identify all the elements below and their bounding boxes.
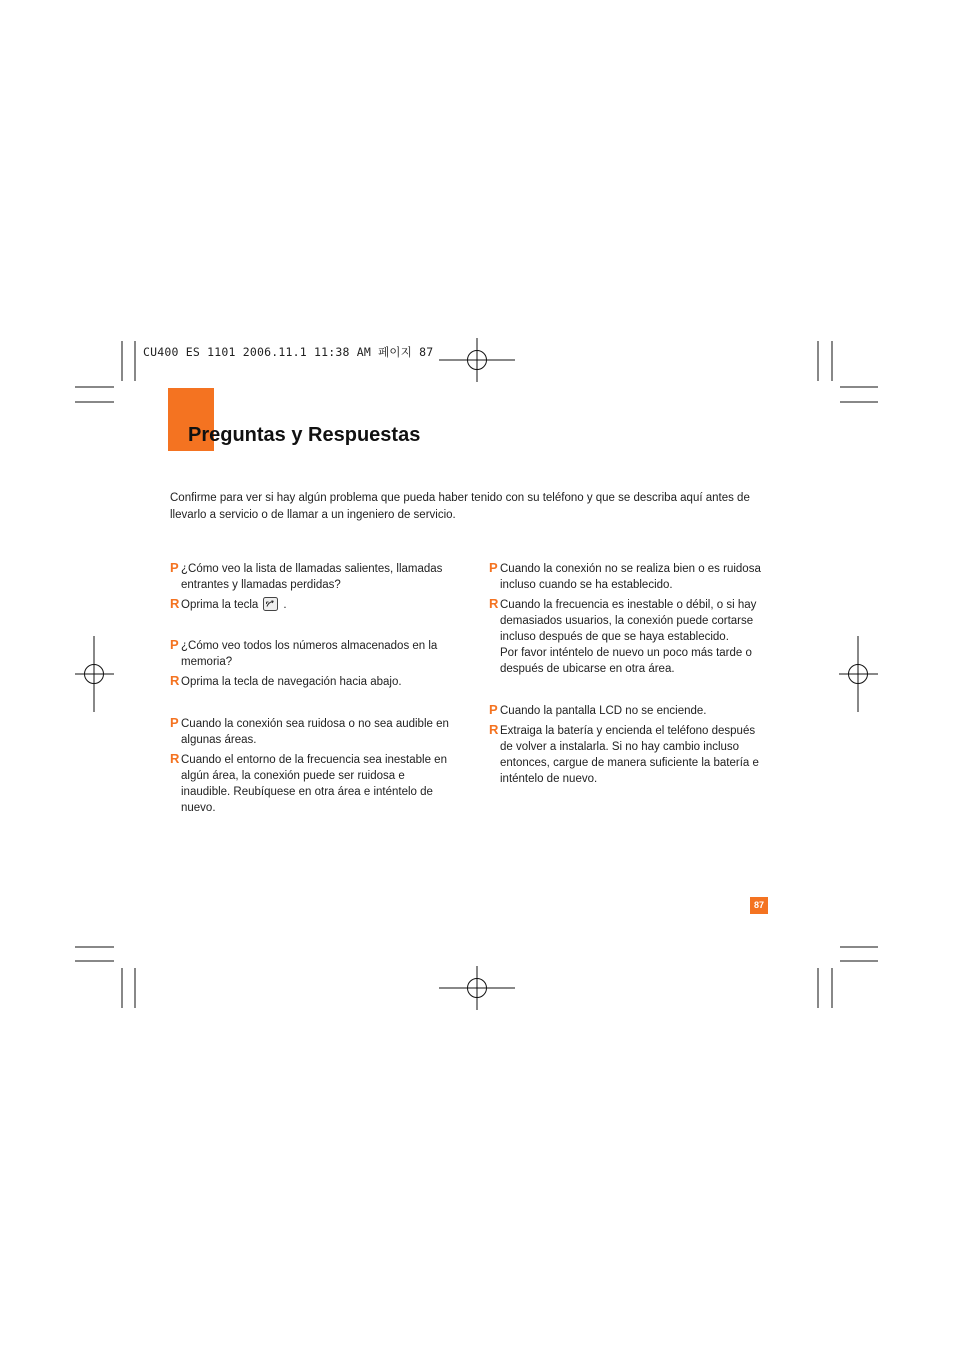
question-text: ¿Cómo veo todos los números almacenados en la memoria?: [181, 640, 438, 668]
answer-text: Oprima la tecla: [181, 599, 259, 611]
answer-text: Oprima la tecla de navegación hacia abajo.: [181, 676, 402, 688]
intro-paragraph: Confirme para ver si hay algún problema que pueda haber tenido con su teléfono y que se describa aquí antes de llevarlo a servicio o de llamar a un ingeniero de servicio.: [170, 492, 750, 521]
question-label: P: [489, 702, 498, 717]
question-label: P: [489, 560, 498, 575]
page-number: 87: [750, 897, 768, 914]
question-text: Cuando la conexión sea ruidosa o no sea audible en algunas áreas.: [181, 718, 449, 746]
question-label: P: [170, 637, 179, 652]
answer-line: [170, 752, 455, 816]
qa-item: [489, 703, 769, 787]
answer-text-extra: Por favor inténtelo de nuevo un poco más tarde o después de ubicarse en otra área.: [500, 647, 752, 675]
answer-line: [170, 597, 455, 613]
question-text: Cuando la pantalla LCD no se enciende.: [500, 705, 707, 717]
answer-text: Extraiga la batería y encienda el teléfono después de volver a instalarla. Si no hay cambio incluso entonces, cargue de manera suficiente la batería e inténtelo de nuevo.: [500, 725, 759, 785]
answer-text-end: .: [283, 599, 287, 611]
qa-item: [170, 638, 455, 690]
answer-label: R: [170, 673, 180, 688]
qa-item: [170, 561, 455, 613]
answer-line: [170, 674, 455, 690]
question-line: [489, 561, 769, 593]
answer-line: [489, 597, 769, 677]
answer-label: R: [489, 596, 499, 611]
question-label: P: [170, 715, 179, 730]
answer-text: Cuando el entorno de la frecuencia sea inestable en algún área, la conexión puede ser ruidosa e inaudible. Reubíquese en otra área e inténtelo de nuevo.: [181, 754, 447, 814]
answer-label: R: [170, 596, 180, 611]
qa-item: [170, 716, 455, 816]
answer-label: R: [489, 722, 499, 737]
question-line: [170, 638, 455, 670]
page-title: Preguntas y Respuestas: [188, 424, 421, 446]
answer-line: [489, 723, 769, 787]
answer-text: Cuando la frecuencia es inestable o débil, o si hay demasiados usuarios, la conexión puede cortarse incluso después de que se haya establecido.: [500, 599, 757, 643]
question-line: [489, 703, 769, 719]
question-line: [170, 716, 455, 748]
qa-item: [489, 561, 769, 677]
print-slug: CU400 ES 1101 2006.11.1 11:38 AM 페이지 87: [143, 345, 434, 359]
question-text: Cuando la conexión no se realiza bien o es ruidosa incluso cuando se ha establecido.: [500, 563, 761, 591]
question-text: ¿Cómo veo la lista de llamadas salientes, llamadas entrantes y llamadas perdidas?: [181, 563, 443, 591]
question-line: [170, 561, 455, 593]
send-key-icon: [263, 597, 278, 611]
question-label: P: [170, 560, 179, 575]
answer-label: R: [170, 751, 180, 766]
